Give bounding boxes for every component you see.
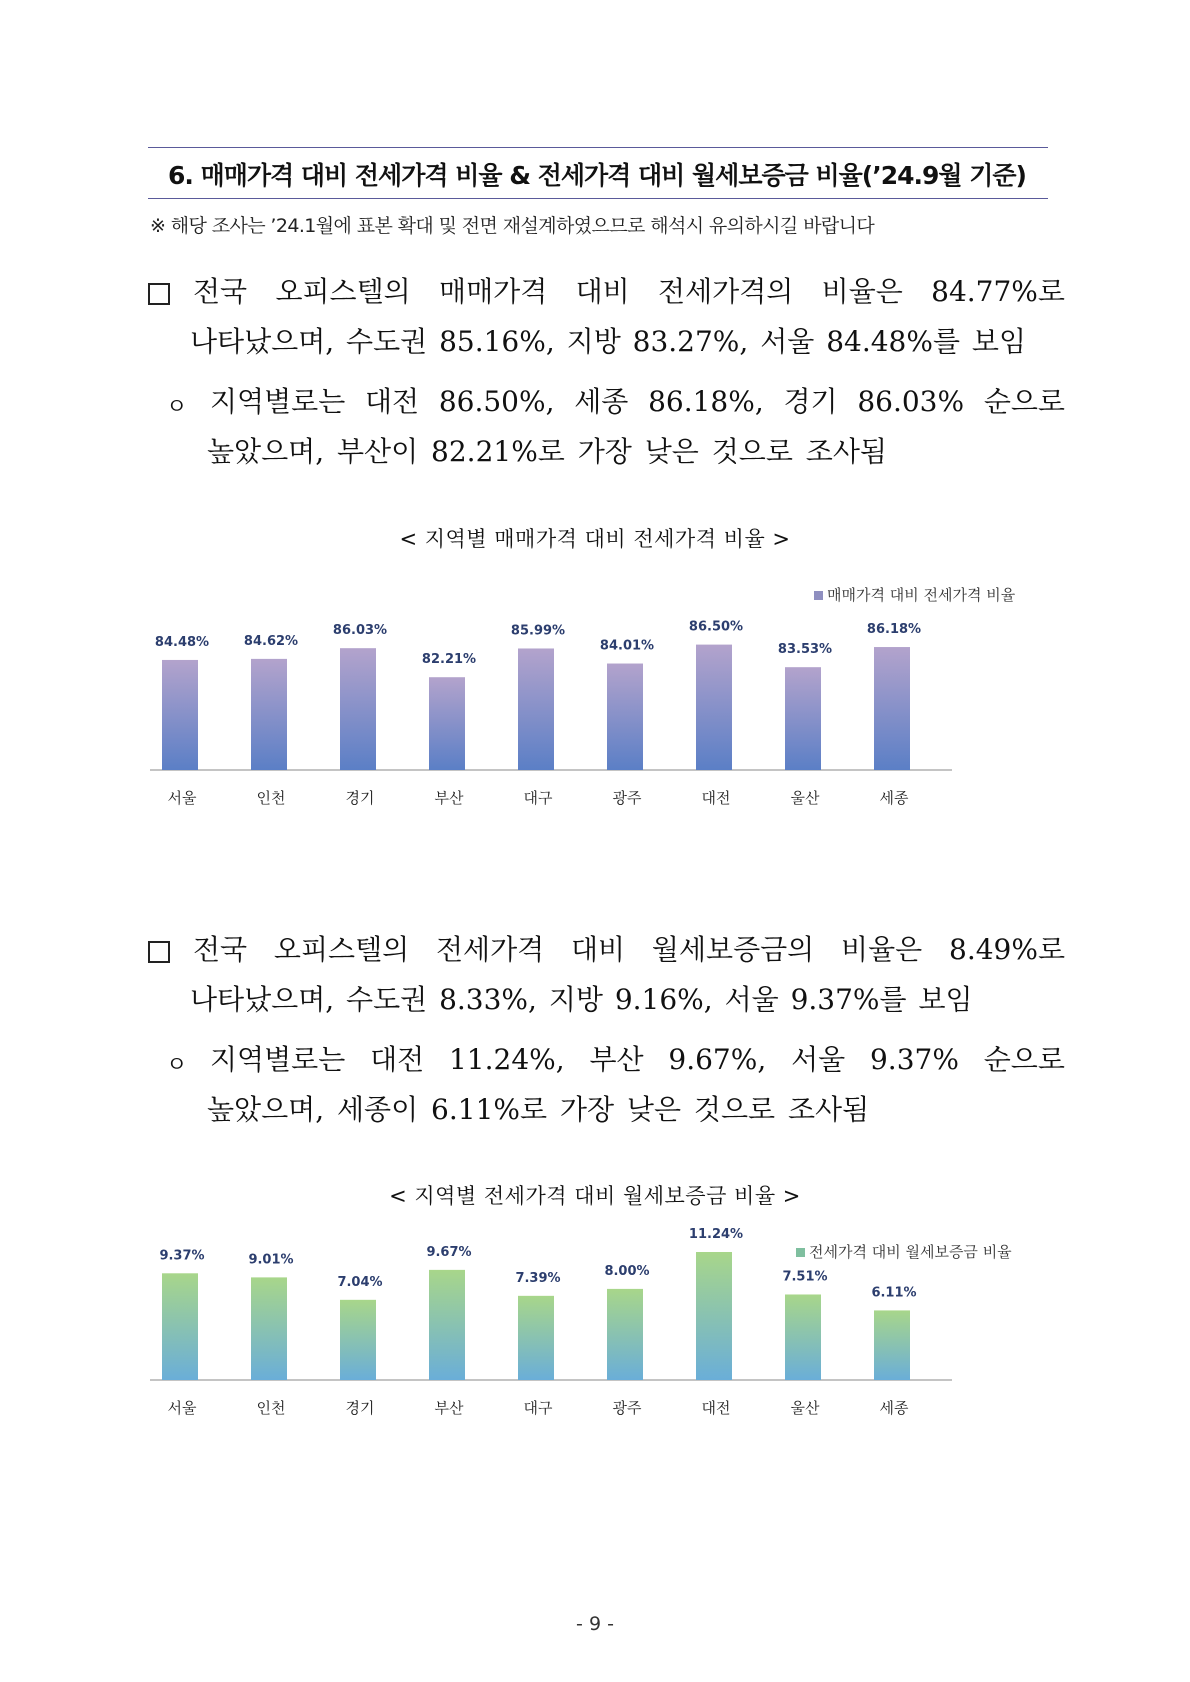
bar-경기 [340,1300,376,1380]
data-label: 84.48% [154,634,210,650]
word: 지역별로는 [210,1043,346,1076]
word: 9.67%, [668,1043,767,1076]
data-label: 7.04% [337,1274,383,1290]
word: 86.50%, [438,385,555,418]
data-label: 9.37% [159,1248,205,1264]
word: 전국 [193,933,248,966]
word: 오피스텔의 [273,933,410,966]
word: 84.77%로 [931,275,1065,308]
category-label: 부산 [434,1399,464,1417]
checkbox-square-icon [148,941,170,963]
word: 순으로 [983,1043,1065,1076]
category-label: 인천 [256,1399,286,1417]
section2-line2: 나타났으며, 수도권 8.33%, 지방 9.16%, 서울 9.37%를 보임 [190,983,973,1016]
chart1-title: < 지역별 매매가격 대비 전세가격 비율 > [399,527,791,551]
word: 전세가격 [435,933,545,966]
category-label: 광주 [612,1399,642,1417]
chart2-legend [796,1241,1012,1262]
word: 월세보증금의 [651,933,815,966]
bar-대구 [518,648,554,770]
bar-세종 [874,647,910,770]
chart1 [150,619,1030,880]
word: 비율은 [841,933,923,966]
bar-서울 [162,660,198,770]
bar-대구 [518,1296,554,1380]
page-number: - 9 - [576,1613,614,1635]
word: 순으로 [983,385,1065,418]
category-label: 부산 [434,789,464,807]
word: 대전 [370,1043,425,1076]
bar-서울 [162,1273,198,1380]
data-label: 86.18% [866,622,922,638]
legend-label: 매매가격 대비 전세가격 비율 [827,586,1016,604]
bar-세종 [874,1310,910,1380]
data-label: 9.67% [426,1244,472,1260]
word: 비율은 [821,275,903,308]
checkbox-square-icon [148,283,170,305]
category-label: 세종 [879,789,909,807]
bar-광주 [607,664,643,770]
word: 오피스텔의 [275,275,411,308]
section1-line1 [193,268,1065,316]
word: 매매가격 [439,275,548,308]
data-label: 86.03% [332,623,388,639]
bar-인천 [251,1277,287,1380]
section-title: 6. 매매가격 대비 전세가격 비율 & 전세가격 대비 월세보증금 비율(’24.9월 기준) [168,161,1026,190]
word: 86.03% [857,385,965,418]
bar-대전 [696,645,732,770]
word: 전세가격의 [658,275,794,308]
category-label: 서울 [167,1399,197,1417]
category-label: 인천 [256,789,286,807]
data-label: 9.01% [248,1252,294,1268]
category-label: 울산 [790,789,820,807]
section1-sub-line1 [210,378,1065,426]
legend-swatch-icon [796,1248,805,1257]
section2-sub-line2: 높았으며, 세종이 6.11%로 가장 낮은 것으로 조사됨 [207,1093,870,1126]
data-label: 11.24% [688,1227,744,1242]
circle-bullet-icon: ㅇ [166,1053,188,1078]
word: 8.49%로 [949,933,1065,966]
data-label: 7.39% [515,1270,561,1286]
section2-line1 [193,926,1065,974]
word: 11.24%, [448,1043,565,1076]
data-label: 86.50% [688,619,744,635]
section2-sub-line1 [210,1036,1065,1084]
category-label: 대구 [523,1399,553,1417]
word: 서울 [791,1043,846,1076]
category-label: 광주 [612,789,642,807]
word: 경기 [783,385,838,418]
chart2-title: < 지역별 전세가격 대비 월세보증금 비율 > [389,1184,801,1208]
bar-부산 [429,677,465,770]
legend-label: 전세가격 대비 월세보증금 비율 [809,1243,1012,1261]
bar-인천 [251,659,287,770]
bar-울산 [785,667,821,770]
word: 9.37% [869,1043,959,1076]
data-label: 83.53% [777,642,833,658]
word: 대전 [364,385,420,418]
word: 세종 [574,385,629,418]
category-label: 경기 [345,1399,375,1417]
data-label: 84.62% [243,633,299,649]
word: 대비 [575,275,630,308]
bar-경기 [340,648,376,770]
bar-대전 [696,1252,732,1380]
bar-광주 [607,1289,643,1380]
category-label: 대전 [701,1399,731,1417]
word: 대비 [571,933,626,966]
category-label: 경기 [345,789,375,807]
circle-bullet-icon: ㅇ [166,395,188,420]
category-label: 울산 [790,1399,820,1417]
data-label: 8.00% [604,1263,650,1279]
bar-울산 [785,1294,821,1380]
data-label: 84.01% [599,638,655,654]
category-label: 서울 [167,789,197,807]
data-label: 82.21% [421,652,477,668]
section-title-box [148,147,1048,199]
survey-note: ※ 해당 조사는 ’24.1월에 표본 확대 및 전면 재설계하였으므로 해석시 유의하시길 바랍니다 [150,215,875,237]
data-label: 85.99% [510,623,566,639]
section1-line2: 나타났으며, 수도권 85.16%, 지방 83.27%, 서울 84.48%를 보임 [190,325,1027,358]
word: 전국 [193,275,248,308]
word: 지역별로는 [210,385,346,418]
category-label: 세종 [879,1399,909,1417]
category-label: 대전 [701,789,731,807]
category-label: 대구 [523,789,553,807]
chart1-legend [814,584,1015,605]
bar-부산 [429,1270,465,1380]
legend-swatch-icon [814,591,823,600]
word: 부산 [589,1043,644,1076]
word: 86.18%, [648,385,764,418]
data-label: 6.11% [871,1285,917,1301]
section1-sub-line2: 높았으며, 부산이 82.21%로 가장 낮은 것으로 조사됨 [207,435,887,468]
data-label: 7.51% [782,1269,828,1285]
